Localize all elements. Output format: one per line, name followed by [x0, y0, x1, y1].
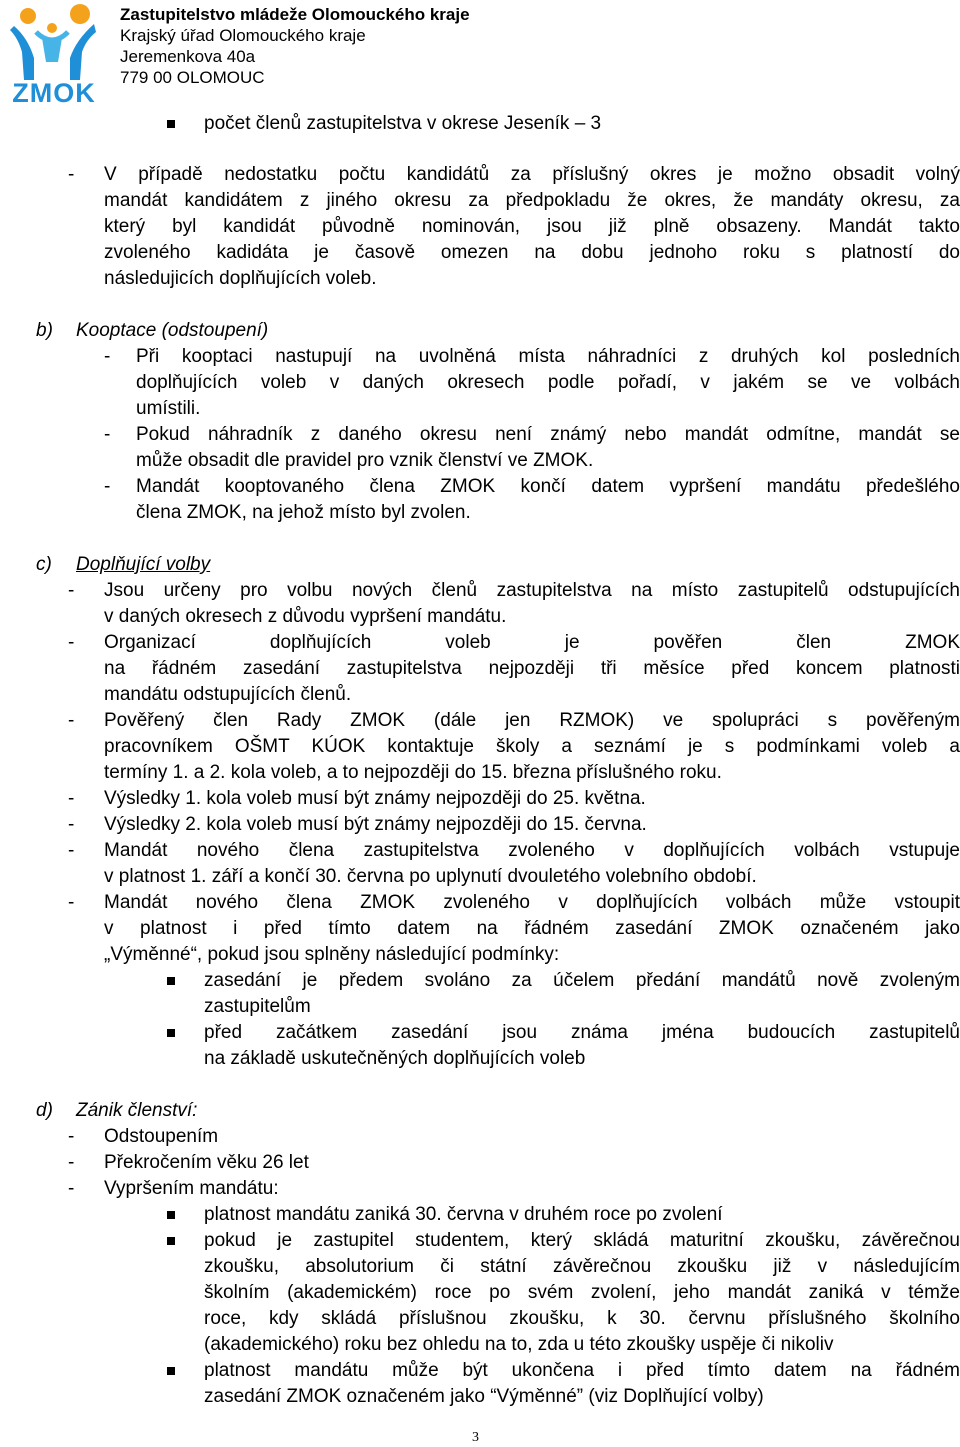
paragraph-line: Jsou určeny pro volbu nových členů zastupitelstva na místo zastupitelů odstupujících	[104, 580, 960, 601]
section-title: Doplňující volby	[76, 554, 211, 575]
dash-marker: -	[68, 164, 75, 185]
paragraph-line: v platnost i před tímto datem na řádném zasedání ZMOK označeném jako	[104, 918, 960, 939]
paragraph-line: zkoušku, absolutorium či státní závěrečnou zkoušku již v následujícím	[204, 1256, 960, 1277]
dash-marker: -	[68, 814, 75, 835]
paragraph-line: zvoleného kadidáta je časově omezen na dobu jednoho roku s platností do	[104, 242, 960, 263]
dash-marker: -	[68, 632, 75, 653]
square-bullet-icon	[167, 977, 175, 985]
paragraph-line: v platnost 1. září a končí 30. června po uplynutí dvouletého volebního období.	[104, 866, 757, 887]
paragraph-line: následujicích doplňujících voleb.	[104, 268, 377, 289]
paragraph-line: který byl kandidát původně nominován, jsou již plně obsazeny. Mandát takto	[104, 216, 960, 237]
paragraph-line: „Výměnné“, pokud jsou splněny následující podmínky:	[104, 944, 560, 965]
section-d-sub-item-2	[204, 1228, 960, 1358]
section-c-item-4: Výsledky 1. kola voleb musí být známy nejpozději do 25. května.	[104, 788, 646, 809]
paragraph-line: pokud je zastupitel studentem, který skládá maturitní zkoušku, závěrečnou	[204, 1230, 960, 1251]
section-c-item-5: Výsledky 2. kola voleb musí být známy nejpozději do 15. června.	[104, 814, 647, 835]
section-d-item-1: Odstoupením	[104, 1126, 219, 1147]
square-bullet-icon	[167, 1029, 175, 1037]
section-d-item-3: Vypršením mandátu:	[104, 1178, 279, 1199]
dash-marker: -	[68, 788, 75, 809]
section-c-sub-item-1	[204, 968, 960, 1020]
paragraph-line: zasedání je předem svoláno za účelem předání mandátů nově zvoleným	[204, 970, 960, 991]
section-c-sub-item-2	[204, 1020, 960, 1072]
paragraph-line: Při kooptaci nastupují na uvolněná místa náhradníci z druhých kol posledních	[136, 346, 960, 367]
paragraph-line: před začátkem zasedání jsou známa jména budoucích zastupitelů	[204, 1022, 960, 1043]
dash-marker: -	[68, 1178, 75, 1199]
paragraph-line: platnost mandátu může být ukončena i před tímto datem na řádném	[204, 1360, 960, 1381]
dash-marker: -	[68, 580, 75, 601]
paragraph-line: Pokud náhradník z daného okresu není známý nebo mandát odmítne, mandát se	[136, 424, 960, 445]
section-c-item-1	[104, 578, 960, 630]
paragraph-line: mandát kandidátem z jiného okresu za předpokladu že okres, že mandáty okresu, za	[104, 190, 960, 211]
paragraph-line: na řádném zasedání zastupitelstva nejpozději tři měsíce před koncem platnosti	[104, 658, 960, 679]
dash-marker: -	[68, 892, 75, 913]
section-marker: c)	[36, 554, 52, 575]
section-title: Zánik členství:	[76, 1100, 198, 1121]
dash-marker: -	[68, 840, 75, 861]
section-c-item-6	[104, 838, 960, 890]
section-b-item-2	[136, 422, 960, 474]
paragraph-line: zasedání ZMOK označeném jako “Výměnné” (viz Doplňující volby)	[204, 1386, 764, 1407]
top-bullet-text: počet členů zastupitelstva v okrese Jeseník – 3	[204, 113, 602, 134]
dash-marker: -	[104, 424, 111, 445]
section-marker: d)	[36, 1100, 53, 1121]
page-number: 3	[472, 1430, 479, 1445]
logo-wordmark: ZMOK	[12, 78, 96, 108]
square-bullet-icon	[167, 1367, 175, 1375]
paragraph-line: Mandát kooptovaného člena ZMOK končí datem vypršení mandátu předešlého	[136, 476, 960, 497]
logo-figures-icon	[8, 2, 96, 82]
section-b-item-3	[136, 474, 960, 526]
paragraph-line: může obsadit dle pravidel pro vznik členství ve ZMOK.	[136, 450, 594, 471]
section-d-item-2: Překročením věku 26 let	[104, 1152, 309, 1173]
paragraph-line: termíny 1. a 2. kola voleb, a to nejpozději do 15. března příslušného roku.	[104, 762, 722, 783]
square-bullet-icon	[167, 1211, 175, 1219]
dash-marker: -	[68, 1152, 75, 1173]
paragraph-line: školním (akademickém) roce po svém zvolení, jeho mandát zaniká v témže	[204, 1282, 960, 1303]
org-name: Zastupitelstvo mládeže Olomouckého kraje	[120, 5, 470, 24]
paragraph-line: roce, kdy skládá příslušnou zkoušku, k 30. červnu příslušného školního	[204, 1308, 960, 1329]
paragraph-line: umístili.	[136, 398, 201, 419]
dash-marker: -	[68, 1126, 75, 1147]
paragraph-line: mandátu odstupujících členů.	[104, 684, 352, 705]
org-city: 779 00 OLOMOUC	[120, 68, 265, 87]
paragraph-line: člena ZMOK, na jehož místo byl zvolen.	[136, 502, 471, 523]
square-bullet-icon	[167, 1237, 175, 1245]
section-d-sub-item-3	[204, 1358, 960, 1410]
section-c-item-7	[104, 890, 960, 968]
square-bullet-icon	[167, 120, 175, 128]
paragraph-line: zastupitelům	[204, 996, 311, 1017]
section-d-heading	[36, 1098, 198, 1124]
paragraph-line: (akademického) roku bez ohledu na to, zda u této zkoušky uspěje či nikoliv	[204, 1334, 834, 1355]
section-b-item-1	[136, 344, 960, 422]
paragraph-line: Pověřený člen Rady ZMOK (dále jen RZMOK) ve spolupráci s pověřeným	[104, 710, 960, 731]
dash-marker: -	[68, 710, 75, 731]
section-c-item-3	[104, 708, 960, 786]
paragraph-line: Mandát nového člena ZMOK zvoleného v doplňujících volbách může vstoupit	[104, 892, 960, 913]
paragraph-line: Organizací doplňujících voleb je pověřen člen ZMOK	[104, 632, 960, 653]
section-c-heading	[36, 552, 211, 578]
paragraph-line: v daných okresech z důvodu vypršení mandátu.	[104, 606, 507, 627]
org-office: Krajský úřad Olomouckého kraje	[120, 26, 366, 45]
section-d-sub-item-1: platnost mandátu zaniká 30. června v druhém roce po zvolení	[204, 1204, 723, 1225]
org-street: Jeremenkova 40a	[120, 47, 256, 66]
section-c-item-2	[104, 630, 960, 708]
dash-marker: -	[104, 346, 111, 367]
intro-paragraph	[104, 162, 960, 292]
paragraph-line: V případě nedostatku počtu kandidátů za příslušný okres je možno obsadit volný	[104, 164, 960, 185]
paragraph-line: na základě uskutečněných doplňujících voleb	[204, 1048, 586, 1069]
section-b-heading	[36, 318, 269, 344]
section-marker: b)	[36, 320, 53, 341]
paragraph-line: doplňujících voleb v daných okresech podle pořadí, v jakém se ve volbách	[136, 372, 960, 393]
paragraph-line: pracovníkem OŠMT KÚOK kontaktuje školy a seznámí je s podmínkami voleb a	[104, 736, 960, 757]
zmok-logo	[8, 2, 96, 106]
paragraph-line: Mandát nového člena zastupitelstva zvoleného v doplňujících volbách vstupuje	[104, 840, 960, 861]
organization-address	[120, 4, 470, 88]
section-title: Kooptace (odstoupení)	[76, 320, 269, 341]
dash-marker: -	[104, 476, 111, 497]
